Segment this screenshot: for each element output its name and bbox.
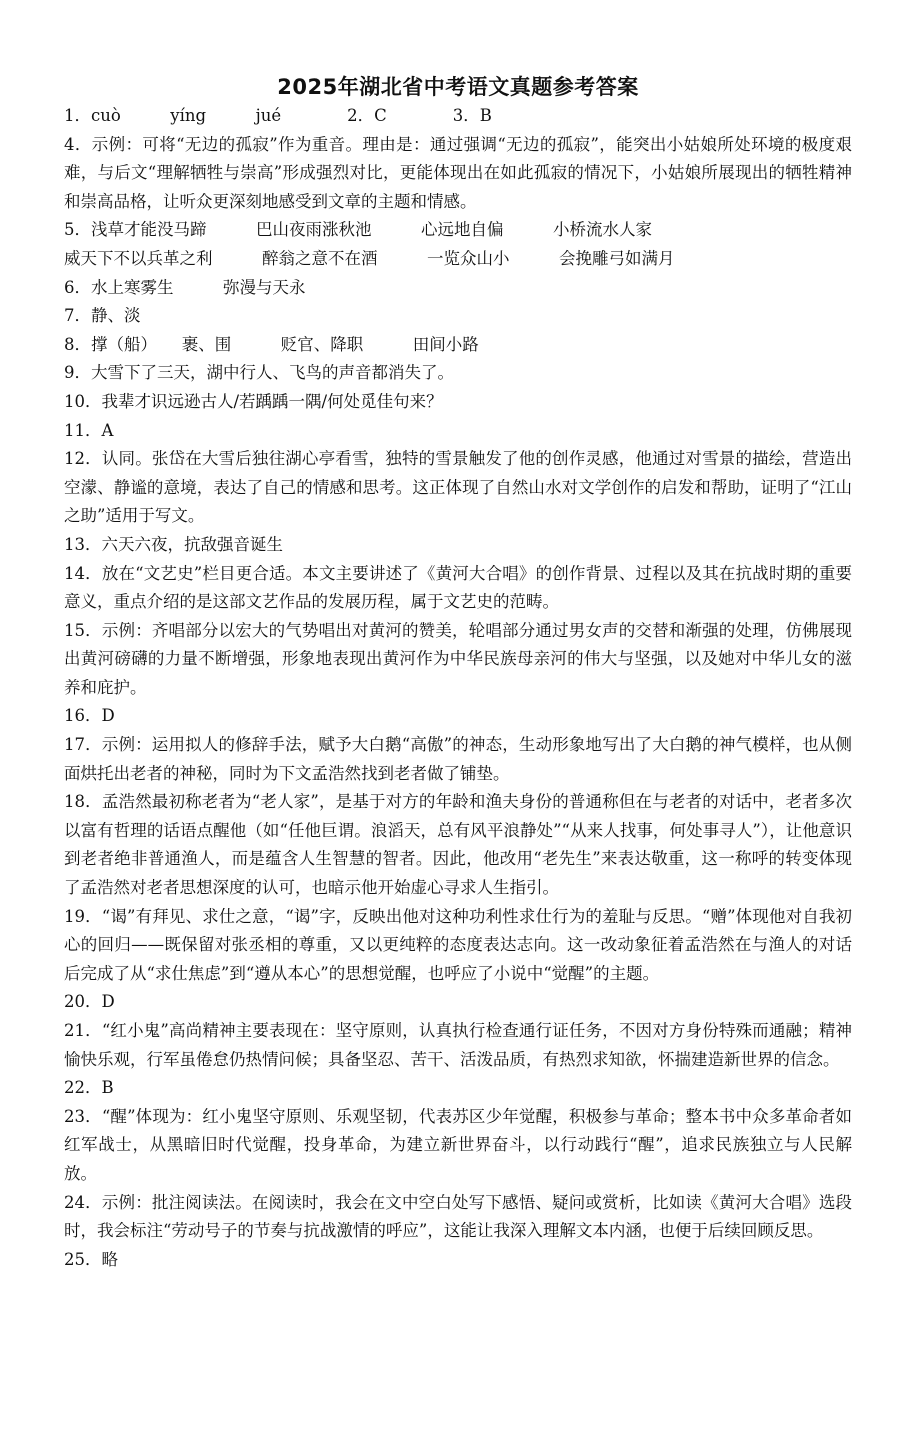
answer-24: 24．示例：批注阅读法。在阅读时，我会在文中空白处写下感悟、疑问或赏析，比如读《黄河大合唱》选段时，我会标注“劳动号子的节奏与抗战激情的呼应”，这能让我深入理解文本内涵，也便于后续回顾反思。	[64, 1192, 852, 1241]
answer-15: 15．示例：齐唱部分以宏大的气势唱出对黄河的赞美，轮唱部分通过男女声的交替和渐强的处理，仿佛展现出黄河磅礴的力量不断增强，形象地表现出黄河作为中华民族母亲河的伟大与坚强，以及她对中华儿女的滋养和庇护。	[64, 620, 852, 697]
answer-22: 22．B	[64, 1078, 114, 1098]
answer-6: 6．水上寒雾生 弥漫与天永	[64, 277, 306, 297]
answer-16: 16．D	[64, 706, 115, 726]
answer-23: 23．“醒”体现为：红小鬼坚守原则、乐观坚韧，代表苏区少年觉醒，积极参与革命；整本书中众多革命者如红军战士，从黑暗旧时代觉醒，投身革命，为建立新世界奋斗，以行动践行“醒”，追求民族独立与人民解放。	[64, 1106, 852, 1183]
answer-9: 9．大雪下了三天，湖中行人、飞鸟的声音都消失了。	[64, 363, 454, 383]
answer-21: 21．“红小鬼”高尚精神主要表现在：坚守原则，认真执行检查通行证任务，不因对方身份特殊而通融；精神愉快乐观，行军虽倦怠仍热情问候；具备坚忍、苦干、活泼品质，有热烈求知欲，怀揣建造新世界的信念。	[64, 1021, 852, 1069]
page-title: 2025年湖北省中考语文真题参考答案	[277, 75, 639, 99]
answer-19: 19．“谒”有拜见、求仕之意，“谒”字，反映出他对这种功利性求仕行为的羞耻与反思。“赠”体现他对自我初心的回归——既保留对张丞相的尊重，又以更纯粹的态度表达志向。这一改动象征着孟浩然在与渔人的对话后完成了从“求仕焦虑”到“遵从本心”的思想觉醒，也呼应了小说中“觉醒”的主题。	[64, 906, 852, 983]
answer-13: 13．六天六夜，抗敌强音诞生	[64, 534, 283, 554]
answer-5-line-1: 5．浅草才能没马蹄 巴山夜雨涨秋池 心远地自偏 小桥流水人家	[64, 220, 652, 240]
answer-11: 11．A	[64, 420, 114, 440]
answer-20: 20．D	[64, 992, 115, 1012]
answer-10: 10．我辈才识远逊古人/若踽踽一隅/何处觅佳句来？	[64, 391, 443, 411]
answer-18: 18．孟浩然最初称老者为“老人家”，是基于对方的年龄和渔夫身份的普通称但在与老者的对话中，老者多次以富有哲理的话语点醒他（如“任他巨谓。浪滔天，总有风平浪静处”“从来人找事，何处事寻人”），让他意识到老者绝非普通渔人，而是蕴含人生智慧的智者。因此，他改用“老先生”来表达敬重，这一称呼的转变体现了孟浩然对老者思想深度的认可，也暗示他开始虚心寻求人生指引。	[64, 792, 852, 898]
answer-5-line-2: 威天下不以兵革之利 醉翁之意不在酒 一览众山小 会挽雕弓如满月	[64, 248, 675, 268]
answer-14: 14．放在“文艺史”栏目更合适。本文主要讲述了《黄河大合唱》的创作背景、过程以及其在抗战时期的重要意义，重点介绍的是这部文艺作品的发展历程，属于文艺史的范畴。	[64, 563, 852, 612]
answer-12: 12．认同。张岱在大雪后独往湖心亭看雪，独特的雪景触发了他的创作灵感，他通过对雪景的描绘，营造出空濛、静谧的意境，表达了自己的情感和思考。这正体现了自然山水对文学创作的启发和帮助，证明了“江山之助”适用于写文。	[64, 449, 852, 526]
answer-4: 4．示例：可将“无边的孤寂”作为重音。理由是：通过强调“无边的孤寂”，能突出小姑娘所处环境的极度艰难，与后文“理解牺牲与崇高”形成强烈对比，更能体现出在如此孤寂的情况下，小姑娘所展现出的牺牲精神和崇高品格，让听众更深刻地感受到文章的主题和情感。	[64, 134, 852, 211]
answer-25: 25．略	[64, 1249, 118, 1269]
answer-7: 7．静、淡	[64, 306, 141, 326]
answer-8: 8．撑（船） 裹、围 贬官、降职 田间小路	[64, 334, 479, 354]
answer-17: 17．示例：运用拟人的修辞手法，赋予大白鹅“高傲”的神态，生动形象地写出了大白鹅的神气模样，也从侧面烘托出老者的神秘，同时为下文孟浩然找到老者做了铺垫。	[64, 735, 852, 783]
answer-body	[64, 102, 852, 1274]
answer-1-3: 1．cuò yíng jué 2．C 3．B	[64, 106, 492, 125]
